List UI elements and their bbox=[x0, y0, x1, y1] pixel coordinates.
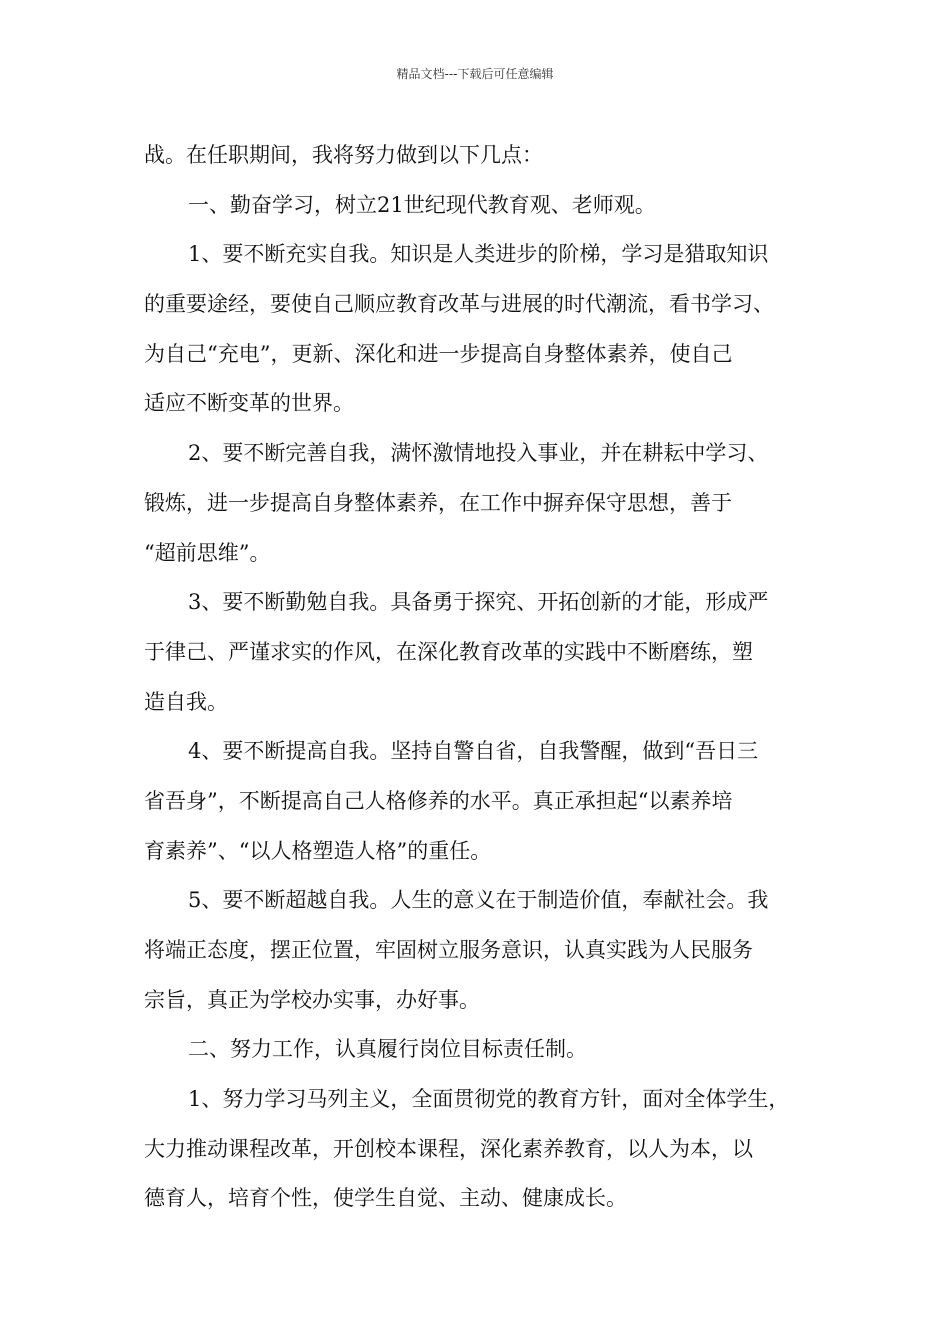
text-line: 的重要途经，要使自己顺应教育改革与进展的时代潮流，看书学习、 bbox=[144, 292, 774, 317]
text-line: 将端正态度，摆正位置，牢固树立服务意识，认真实践为人民服务 bbox=[144, 938, 753, 962]
text-line: 战。在任职期间，我将努力做到以下几点： bbox=[144, 143, 543, 167]
text-line: “超前思维”。 bbox=[144, 540, 271, 565]
text-line: 德育人，培育个性，使学生自觉、主动、健康成长。 bbox=[144, 1186, 627, 1211]
text-line: 一、勤奋学习，树立21世纪现代教育观、老师观。 bbox=[188, 192, 656, 217]
text-line: 为自己“充电”，更新、深化和进一步提高自身整体素养，使自己 bbox=[144, 341, 733, 366]
text-line: 省吾身”，不断提高自己人格修养的水平。真正承担起“以素养培 bbox=[144, 788, 733, 813]
text-line: 宗旨，真正为学校办实事，办好事。 bbox=[144, 987, 480, 1012]
text-line: 1、努力学习马列主义，全面贯彻党的教育方针，面对全体学生， bbox=[188, 1087, 790, 1112]
text-line: 4、要不断提高自我。坚持自警自省，自我警醒，做到“吾日三 bbox=[188, 739, 759, 764]
text-line: 锻炼，进一步提高自身整体素养，在工作中摒弃保守思想，善于 bbox=[144, 490, 732, 515]
text-line: 1、要不断充实自我。知识是人类进步的阶梯，学习是猎取知识 bbox=[188, 242, 769, 267]
text-line: 适应不断变革的世界。 bbox=[144, 391, 354, 416]
text-line: 二、努力工作，认真履行岗位目标责任制。 bbox=[188, 1037, 587, 1062]
text-line: 3、要不断勤勉自我。具备勇于探究、开拓创新的才能，形成严 bbox=[188, 590, 769, 615]
text-line: 大力推动课程改革，开创校本课程，深化素养教育，以人为本，以 bbox=[144, 1136, 753, 1161]
text-line: 5、要不断超越自我。人生的意义在于制造价值，奉献社会。我 bbox=[188, 888, 769, 913]
body-text bbox=[144, 131, 834, 1224]
page-header: 精品文档---下载后可任意编辑 bbox=[396, 67, 554, 81]
text-line: 于律己、严谨求实的作风，在深化教育改革的实践中不断磨练，塑 bbox=[144, 639, 753, 664]
text-line: 造自我。 bbox=[144, 689, 228, 714]
text-line: 育素养”、“以人格塑造人格”的重任。 bbox=[144, 838, 492, 863]
text-line: 2、要不断完善自我，满怀激情地投入事业，并在耕耘中学习、 bbox=[188, 441, 769, 466]
